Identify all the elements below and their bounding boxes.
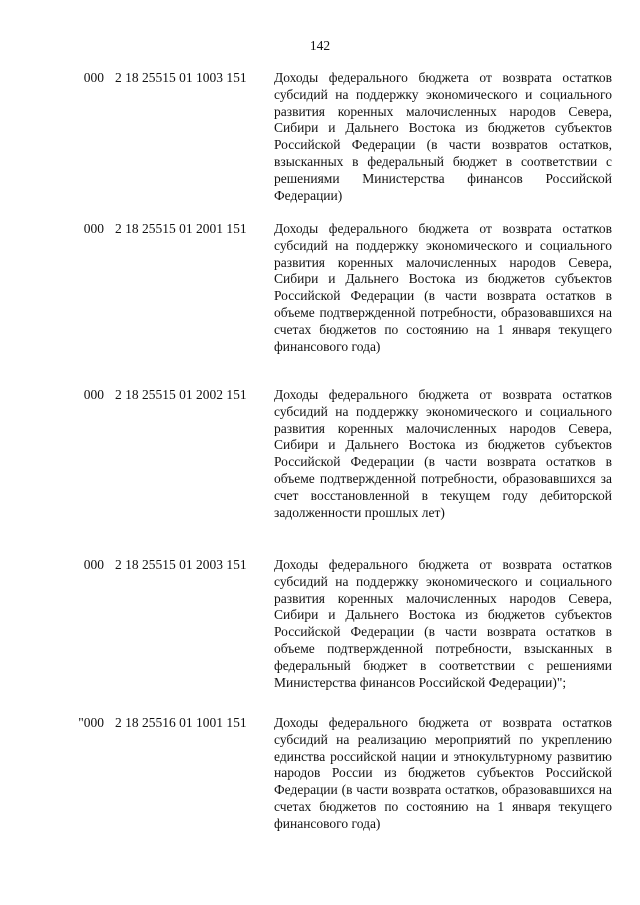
entry-description: Доходы федерального бюджета от возврата остатков субсидий на реализацию мероприятий по укреплению единства российской нации и этнокультурному развитию народов России из бюджетов субъектов Российской Федерации (в части возврата остатков, образовавшихся на счетах бюджетов по состоянию на 1 января текущего финансового года) [274, 715, 612, 831]
kbk-code: 2 18 25515 01 2001 151 [115, 221, 247, 236]
entry-description: Доходы федерального бюджета от возврата остатков субсидий на поддержку экономического и социального развития коренных малочисленных народов Севера, Сибири и Дальнего Востока из бюджетов субъектов Российской Федерации (в части возврата остатков в объеме подтвержденной потребности, образовавшихся на счетах бюджетов по состоянию на 1 января текущего финансового года) [274, 221, 612, 354]
admin-code: 000 [83, 387, 104, 402]
admin-code: 000 [83, 70, 104, 85]
table-row [0, 70, 640, 221]
entry-description: Доходы федерального бюджета от возврата остатков субсидий на поддержку экономического и социального развития коренных малочисленных народов Севера, Сибири и Дальнего Востока из бюджетов субъектов Российской Федерации (в части возврата остатков в объеме подтвержденной потребности, образовавшихся за счет восстановленной в текущем году дебиторской задолженности прошлых лет) [274, 387, 612, 520]
table-row [0, 715, 640, 875]
kbk-code: 2 18 25516 01 1001 151 [115, 715, 247, 730]
classification-table [0, 70, 640, 875]
entry-description: Доходы федерального бюджета от возврата остатков субсидий на поддержку экономического и социального развития коренных малочисленных народов Севера, Сибири и Дальнего Востока из бюджетов субъектов Российской Федерации (в части возвратов остатков, взысканных в федеральный бюджет в соответствии с решениями Министерства финансов Российской Федерации) [274, 70, 612, 203]
admin-code: 000 [83, 221, 104, 236]
kbk-code: 2 18 25515 01 2003 151 [115, 557, 247, 572]
page-number: 142 [309, 38, 331, 53]
entry-description: Доходы федерального бюджета от возврата остатков субсидий на поддержку экономического и социального развития коренных малочисленных народов Севера, Сибири и Дальнего Востока из бюджетов субъектов Российской Федерации (в части возврата остатков в объеме подтвержденной потребности, взысканных в федеральный бюджет в соответствии с решениями Министерства финансов Российской Федерации)"; [274, 557, 612, 690]
table-row [0, 557, 640, 715]
admin-code: "000 [78, 715, 104, 730]
table-row [0, 387, 640, 557]
kbk-code: 2 18 25515 01 2002 151 [115, 387, 247, 402]
kbk-code: 2 18 25515 01 1003 151 [115, 70, 247, 85]
table-row [0, 221, 640, 387]
admin-code: 000 [83, 557, 104, 572]
